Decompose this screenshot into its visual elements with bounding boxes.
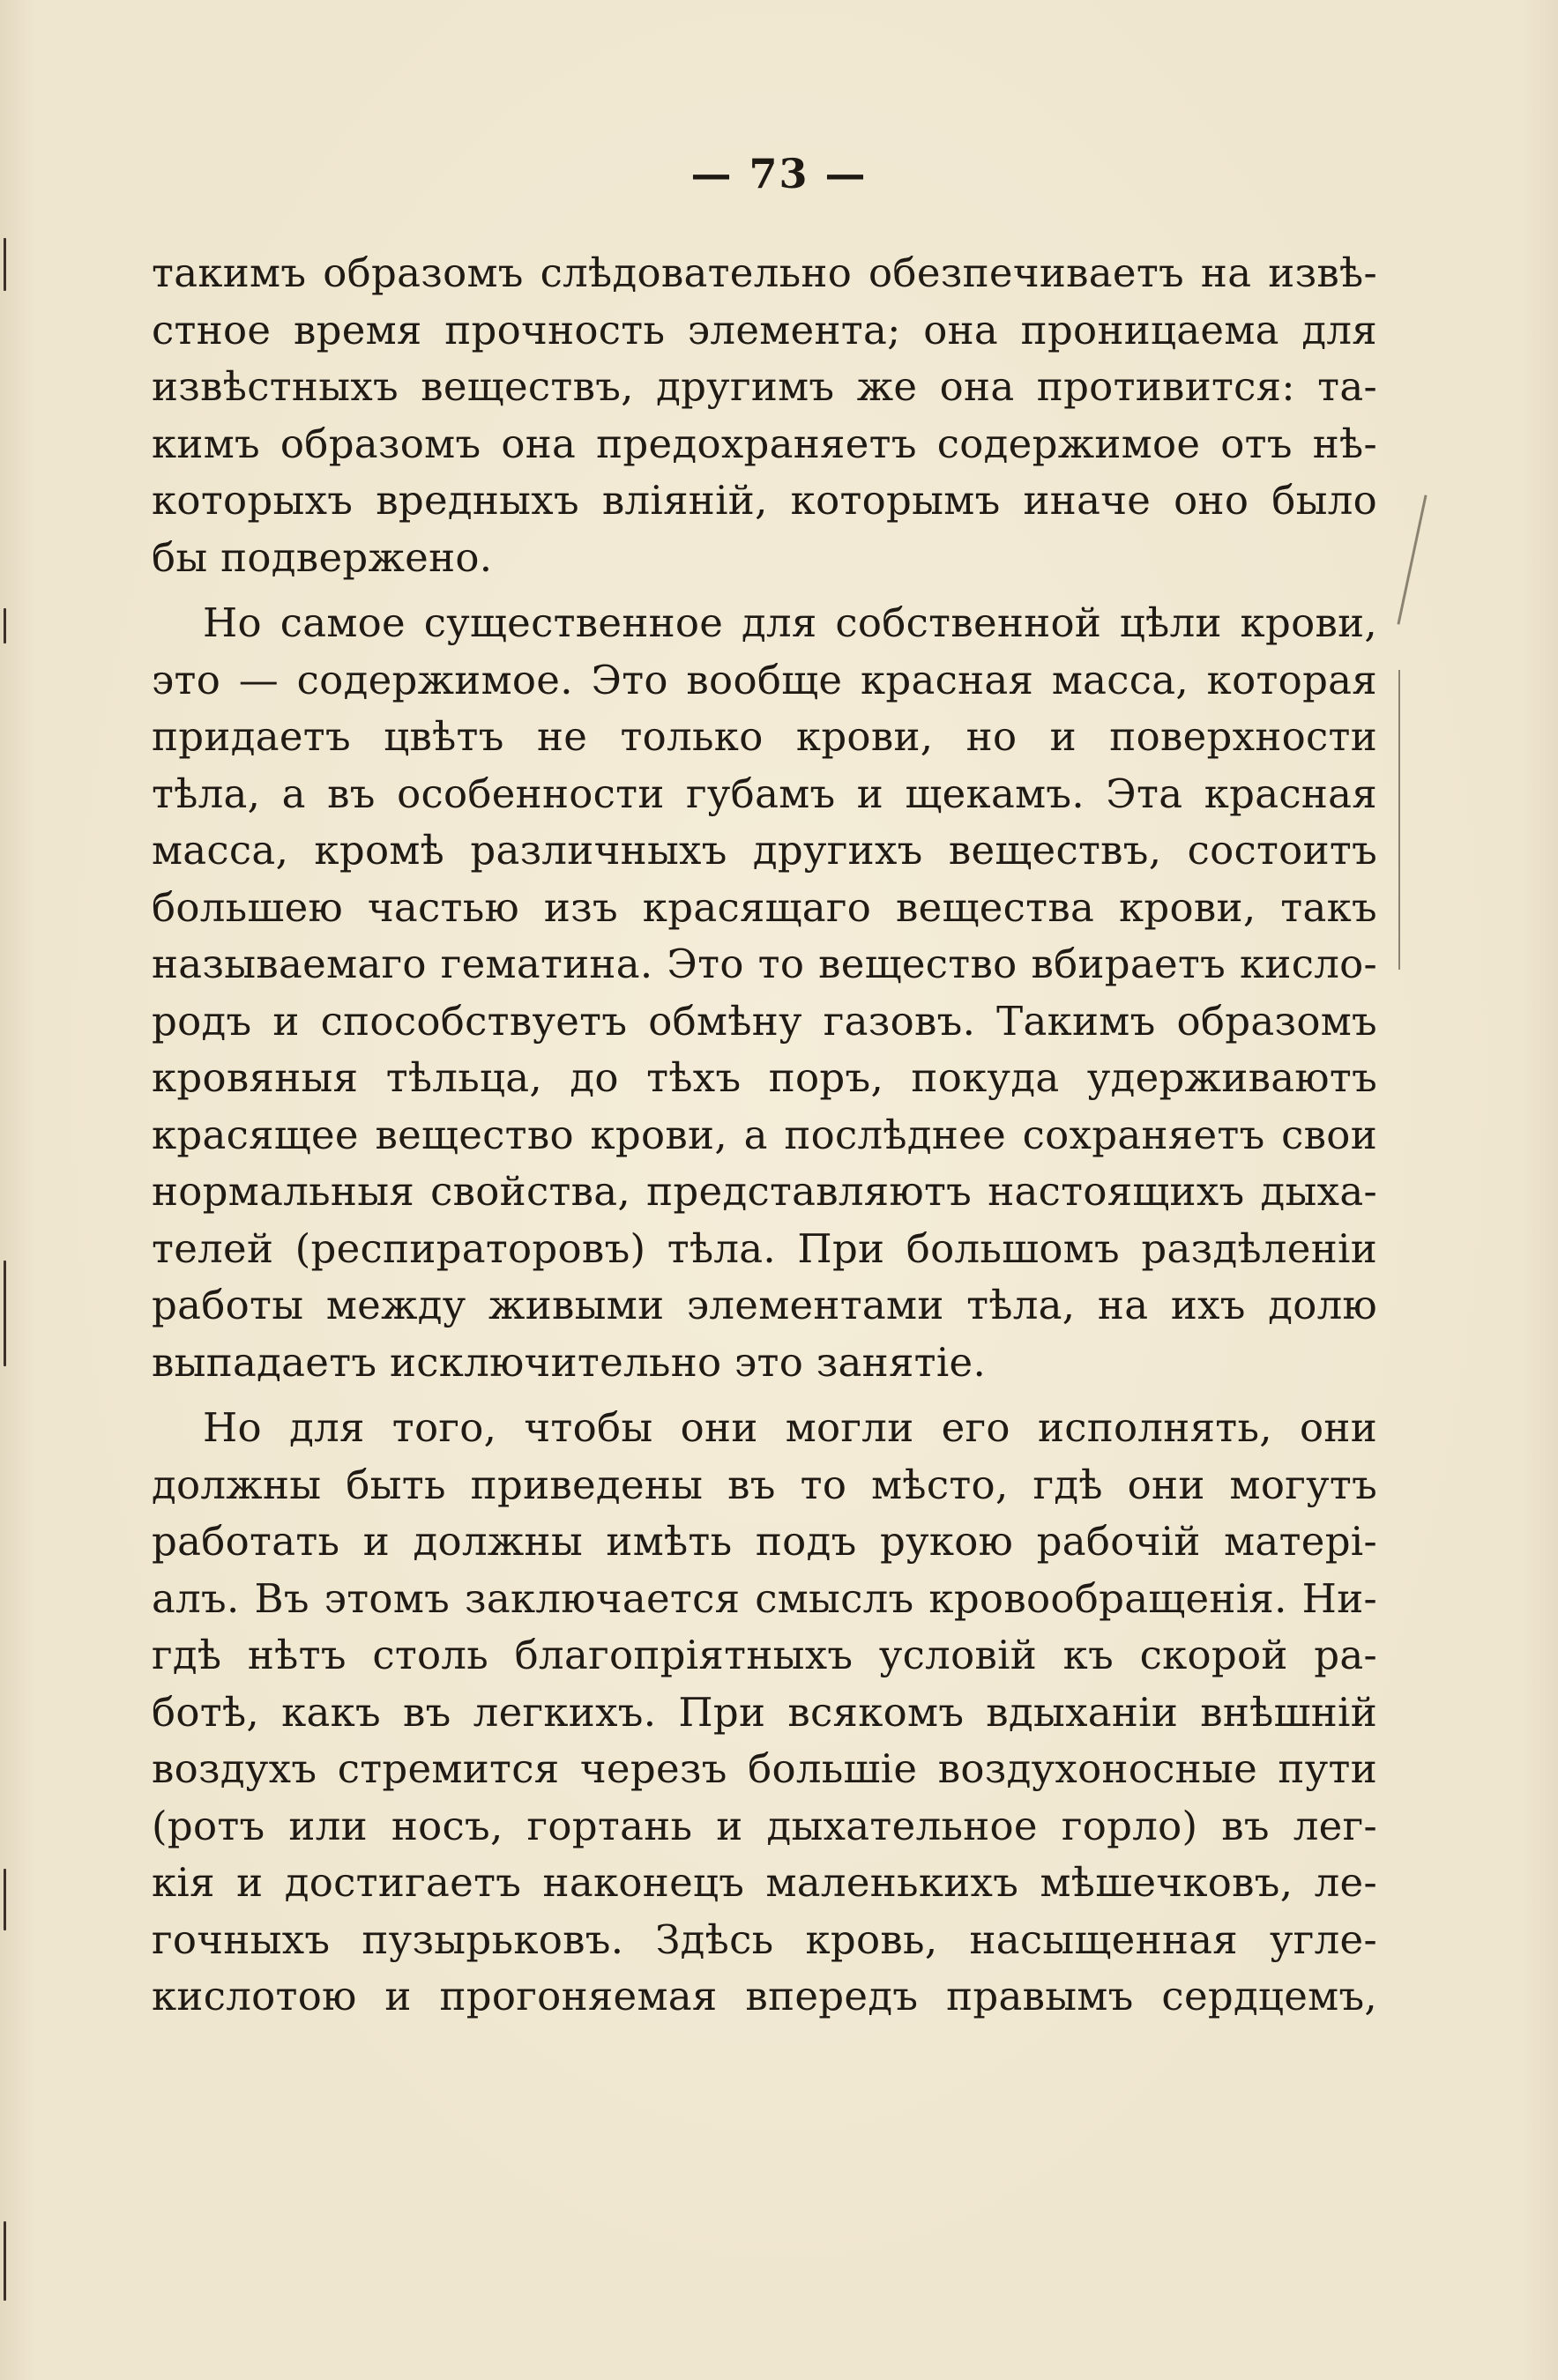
text-line: кимъ образомъ она предохраняетъ содержимое отъ нѣ- (152, 420, 1377, 467)
text-line: выпадаетъ исключительно это занятіе. (152, 1338, 987, 1386)
margin-pencil-stroke (1397, 495, 1427, 624)
text-line: кія и достигаетъ наконецъ маленькихъ мѣшечковъ, ле- (152, 1859, 1377, 1906)
text-line: должны быть приведены въ то мѣсто, гдѣ они могутъ (152, 1461, 1377, 1508)
paragraph (152, 595, 1377, 1391)
binding-edge-mark (4, 238, 6, 291)
text-line: гочныхъ пузырьковъ. Здѣсь кровь, насыщенная угле- (152, 1915, 1377, 1963)
text-line: нормальныя свойства, представляютъ настоящихъ дыха- (152, 1168, 1377, 1215)
text-line: которыхъ вредныхъ вліяній, которымъ иначе оно было (152, 477, 1377, 524)
text-line: масса, кромѣ различныхъ другихъ веществъ, состоитъ (152, 827, 1377, 874)
text-line: придаетъ цвѣтъ не только крови, но и поверхности (152, 713, 1377, 760)
paragraph (152, 245, 1377, 586)
text-line: большею частью изъ красящаго вещества крови, такъ (152, 883, 1377, 931)
text-line: работать и должны имѣть подъ рукою рабочій матері- (152, 1518, 1377, 1565)
text-line: красящее вещество крови, а послѣднее сохраняетъ свои (152, 1111, 1377, 1158)
binding-edge-mark (4, 2221, 6, 2301)
text-line: родъ и способствуетъ обмѣну газовъ. Такимъ образомъ (152, 997, 1377, 1045)
text-line: кровяныя тѣльца, до тѣхъ поръ, покуда удерживаютъ (152, 1054, 1377, 1101)
text-line: Но самое существенное для собственной цѣли крови, (203, 599, 1377, 646)
text-line: (ротъ или носъ, гортань и дыхательное горло) въ лег- (152, 1802, 1377, 1849)
page-number: — 73 — (690, 150, 868, 197)
text-line: стное время прочность элемента; она проницаема для (152, 306, 1377, 353)
text-line: извѣстныхъ веществъ, другимъ же она противится: та- (152, 363, 1377, 410)
text-line: работы между живыми элементами тѣла, на ихъ долю (152, 1282, 1377, 1328)
body-text (152, 245, 1377, 2034)
text-line: воздухъ стремится черезъ большіе воздухоносные пути (152, 1745, 1377, 1792)
paragraph (152, 1400, 1377, 2026)
text-line: гдѣ нѣтъ столь благопріятныхъ условій къ скорой ра- (152, 1632, 1377, 1678)
binding-edge-mark (4, 1869, 6, 1930)
text-line: кислотою и прогоняемая впередъ правымъ сердцемъ, (152, 1973, 1377, 2019)
text-line: называемаго гематина. Это то вещество вбираетъ кисло- (152, 941, 1377, 987)
text-line: Но для того, чтобы они могли его исполнять, они (203, 1404, 1377, 1451)
binding-edge-mark (4, 1261, 6, 1366)
text-line: бы подвержено. (152, 533, 493, 581)
text-line: это — содержимое. Это вообще красная масса, которая (152, 656, 1377, 703)
text-line: телей (респираторовъ) тѣла. При большомъ раздѣленіи (152, 1224, 1377, 1272)
margin-pencil-stroke (1398, 670, 1400, 970)
text-line: ботѣ, какъ въ легкихъ. При всякомъ вдыханіи внѣшній (152, 1688, 1377, 1736)
text-line: такимъ образомъ слѣдовательно обезпечиваетъ на извѣ- (152, 249, 1377, 296)
binding-edge-mark (4, 608, 6, 643)
text-line: алъ. Въ этомъ заключается смыслъ кровообращенія. Ни- (152, 1574, 1377, 1622)
text-line: тѣла, а въ особенности губамъ и щекамъ. Эта красная (152, 770, 1377, 817)
